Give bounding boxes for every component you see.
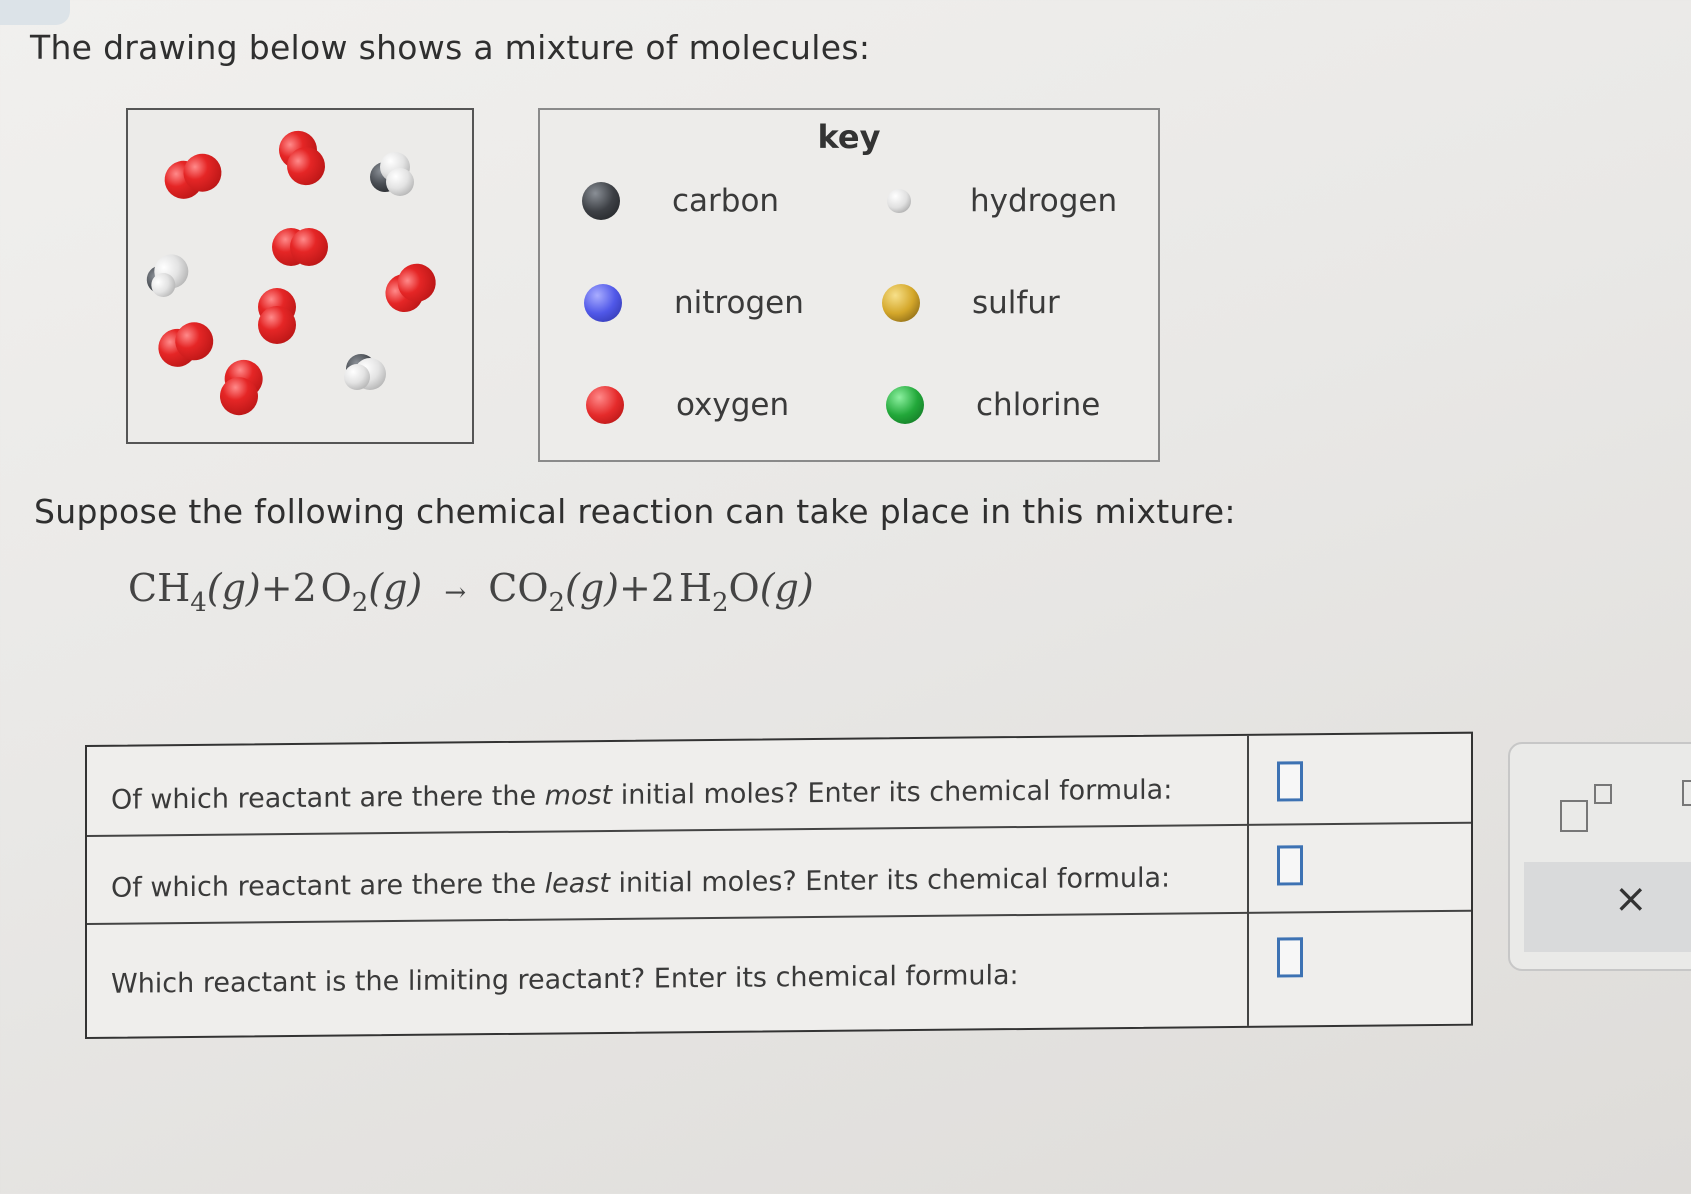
superscript-box-icon[interactable] [1560, 776, 1620, 824]
sulfur-atom-icon [882, 284, 920, 322]
o2-molecule [272, 124, 332, 192]
hydrogen-atom-icon [887, 189, 911, 213]
question-text: Of which reactant are there the most initial moles? Enter its chemical formula: [111, 774, 1173, 816]
key-label: carbon [672, 183, 780, 219]
clear-strip [1524, 862, 1691, 952]
question-row [87, 822, 1471, 925]
ch4-molecule [364, 150, 420, 202]
math-tool-panel [1508, 742, 1691, 971]
question-row [87, 910, 1471, 1035]
chemical-equation: $CH_4(g)+2$ $O_2(g) \to CO_2(g)+2$ $H_2O(g)$ [128, 566, 814, 618]
key-title: key [817, 118, 881, 156]
o2-molecule [154, 317, 223, 373]
o2-molecule [160, 149, 228, 203]
o2-molecule [373, 249, 452, 328]
answer-input[interactable] [1277, 761, 1303, 801]
key-item-hydrogen [880, 182, 1117, 220]
key-label: nitrogen [674, 285, 804, 321]
key-label: oxygen [676, 387, 790, 423]
reaction-prompt: Suppose the following chemical reaction can take place in this mixture: [34, 492, 1236, 531]
ch4-molecule [136, 240, 210, 310]
question-table [85, 732, 1473, 1039]
next-tool-icon[interactable] [1682, 780, 1691, 806]
nitrogen-atom-icon [584, 284, 622, 322]
atom-key [538, 108, 1160, 462]
answer-input[interactable] [1277, 845, 1303, 885]
chlorine-atom-icon [886, 386, 924, 424]
key-label: sulfur [972, 285, 1060, 321]
answer-input[interactable] [1277, 937, 1303, 977]
o2-molecule [272, 228, 332, 268]
mixture-drawing [126, 108, 474, 444]
question-text: Which reactant is the limiting reactant? Enter its chemical formula: [111, 960, 1019, 1000]
question-text: Of which reactant are there the least initial moles? Enter its chemical formula: [111, 862, 1171, 904]
key-item-nitrogen [584, 284, 804, 322]
reaction-arrow-icon: → [444, 578, 467, 608]
key-item-carbon [582, 182, 779, 220]
corner-tab [0, 0, 70, 25]
question-row [87, 734, 1471, 837]
key-item-chlorine [886, 386, 1100, 424]
ch4-molecule [342, 348, 400, 398]
o2-molecule [213, 355, 272, 423]
key-item-sulfur [882, 284, 1060, 322]
key-label: hydrogen [970, 183, 1118, 219]
clear-button[interactable]: × [1614, 876, 1648, 922]
intro-text: The drawing below shows a mixture of molecules: [30, 28, 871, 67]
o2-molecule [256, 288, 300, 346]
key-item-oxygen [586, 386, 789, 424]
key-label: chlorine [976, 387, 1101, 423]
carbon-atom-icon [582, 182, 620, 220]
oxygen-atom-icon [586, 386, 624, 424]
